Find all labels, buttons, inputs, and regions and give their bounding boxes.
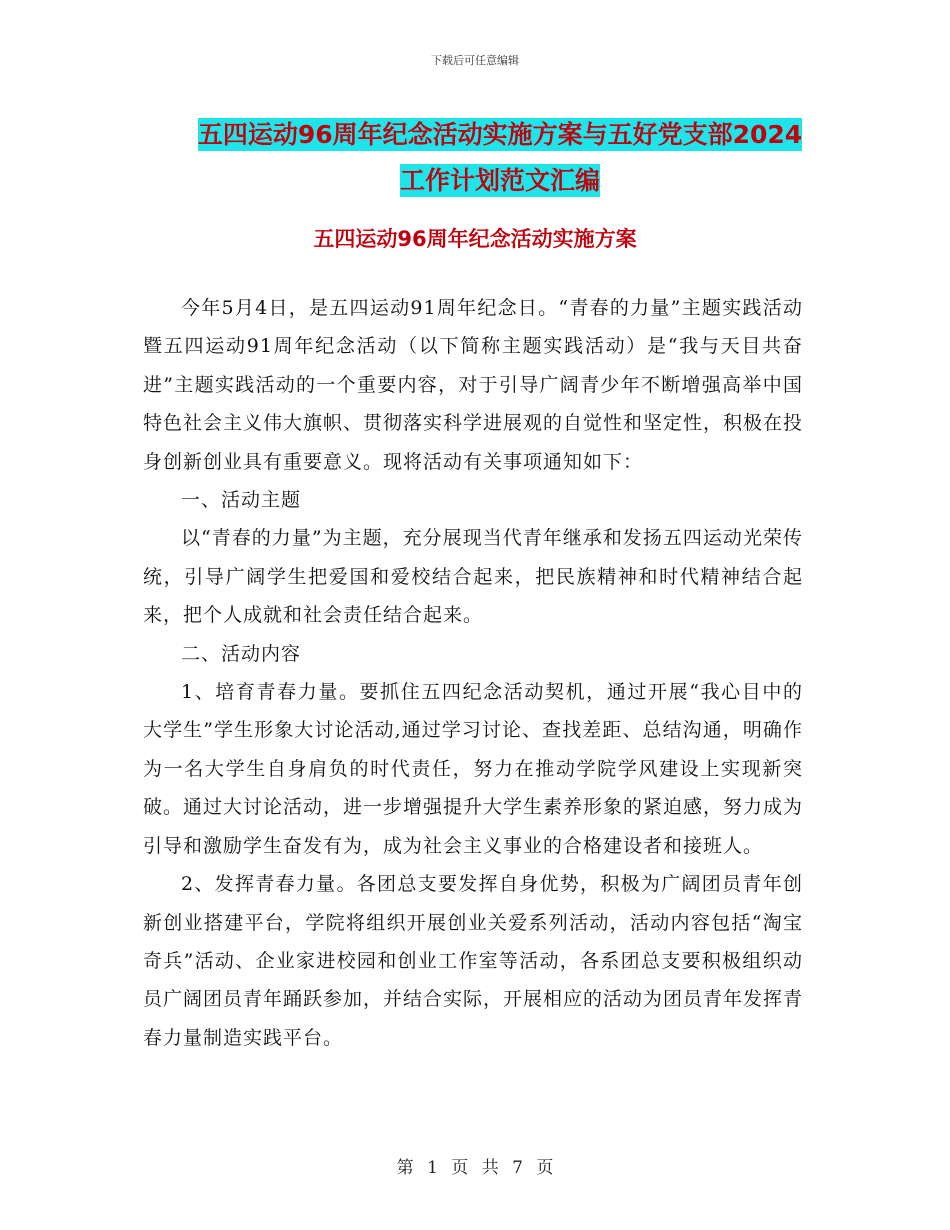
title-line-2: 工作计划范文汇编 — [399, 166, 600, 195]
paragraph-content-1: 1、培育青春力量。要抓住五四纪念活动契机，通过开展“我心目中的大学生”学生形象大讨论活动,通过学习讨论、查找差距、总结沟通，明确作为一名大学生自身肩负的时代责任，努力在推动学院学风建设上实现新突破。通过大讨论活动，进一步增强提升大学生素养形象的紧迫感，努力成为引导和激励学生奋发有为，成为社会主义事业的合格建设者和接班人。 — [143, 681, 804, 857]
document-body — [143, 289, 803, 1057]
footer-total-unit: 页 — [536, 1158, 554, 1178]
document-title — [140, 112, 860, 204]
footer-page-unit: 页 — [451, 1158, 469, 1178]
paragraph-intro: 今年5月4日，是五四运动91周年纪念日。“青春的力量”主题实践活动暨五四运动91周年纪念活动（以下简称主题实践活动）是“我与天目共奋进”主题实践活动的一个重要内容，对于引导广阔青少年不断增强高举中国特色社会主义伟大旗帜、贯彻落实科学进展观的自觉性和坚定性，积极在投身创新创业具有重要意义。现将活动有关事项通知如下： — [143, 297, 804, 473]
header-note: 下载后可任意编辑 — [431, 54, 519, 67]
paragraph-content-2: 2、发挥青春力量。各团总支要发挥自身优势，积极为广阔团员青年创新创业搭建平台，学院将组织开展创业关爱系列活动，活动内容包括“淘宝奇兵”活动、企业家进校园和创业工作室等活动，各系团总支要积极组织动员广阔团员青年踊跃参加，并结合实际，开展相应的活动为团员青年发挥青春力量制造实践平台。 — [143, 873, 804, 1049]
page-footer — [0, 1153, 950, 1178]
footer-page-current: 1 — [427, 1158, 438, 1178]
heading-activity-theme: 一、活动主题 — [181, 489, 302, 512]
title-line-1: 五四运动96周年纪念活动实施方案与五好党支部2024 — [197, 120, 803, 149]
footer-page-label: 第 — [396, 1158, 414, 1178]
heading-activity-content: 二、活动内容 — [181, 642, 302, 665]
footer-page-total: 7 — [512, 1158, 523, 1178]
footer-total-label: 共 — [481, 1158, 499, 1178]
paragraph-activity-theme: 以“青春的力量”为主题，充分展现当代青年继承和发扬五四运动光荣传统，引导广阔学生把爱国和爱校结合起来，把民族精神和时代精神结合起来，把个人成就和社会责任结合起来。 — [143, 527, 803, 627]
section-title: 五四运动96周年纪念活动实施方案 — [313, 227, 637, 251]
